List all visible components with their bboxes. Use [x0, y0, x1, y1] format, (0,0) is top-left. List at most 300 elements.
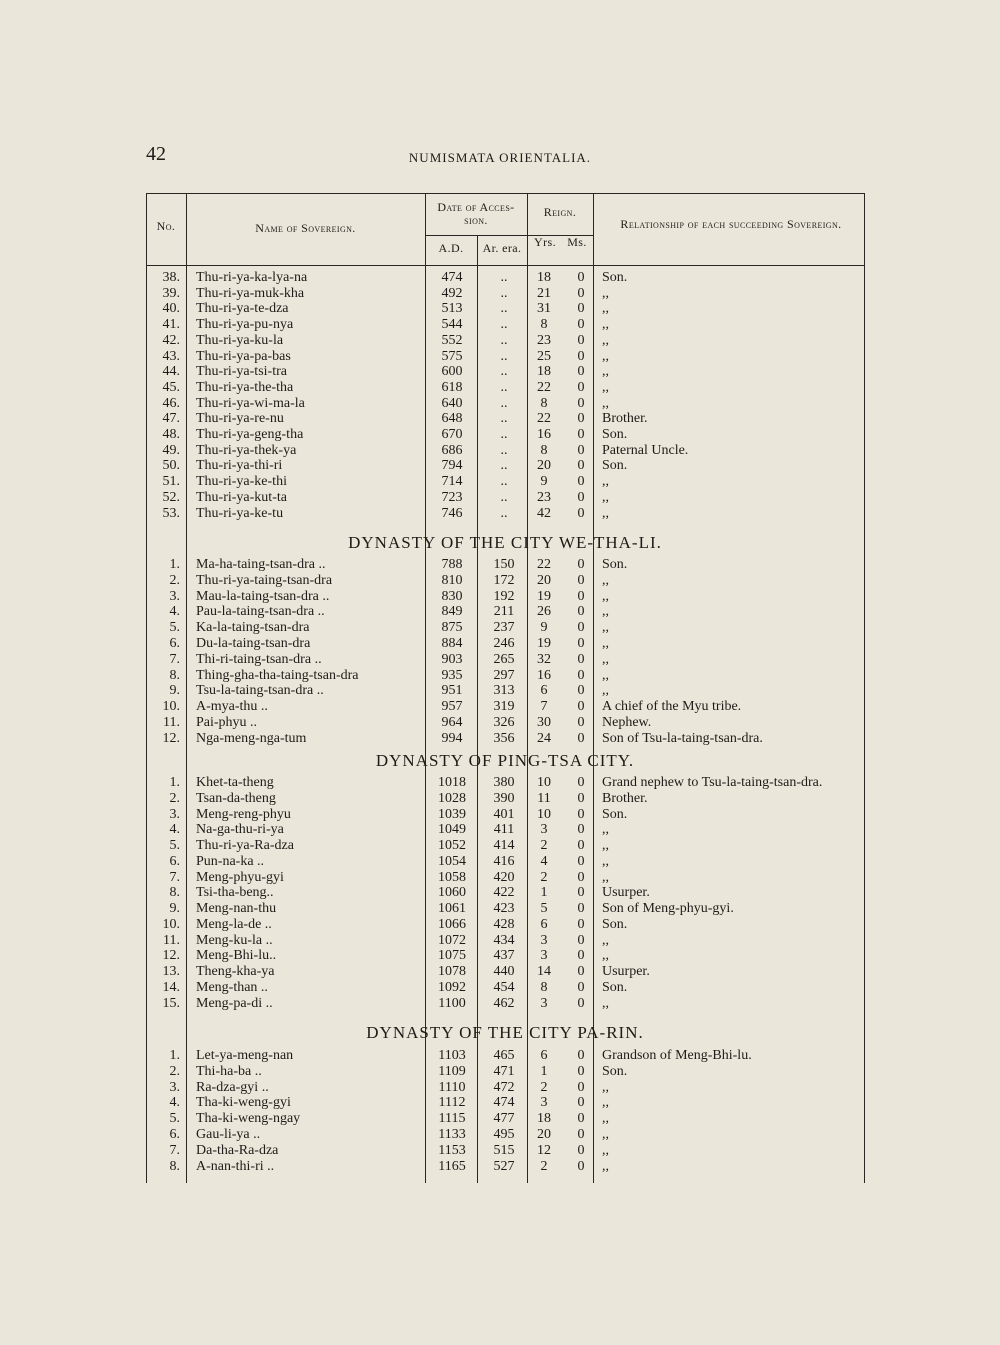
row-number: 4.: [169, 604, 180, 620]
relationship: ,,: [602, 317, 609, 333]
accession-ad: 1075: [438, 948, 466, 964]
row-number: 41.: [162, 317, 180, 333]
relationship: ,,: [602, 1079, 609, 1095]
sovereign-name: Meng-ku-la ..: [196, 932, 273, 948]
sovereign-name: Thu-ri-ya-ke-thi: [196, 474, 287, 490]
table-row: [146, 620, 864, 636]
relationship: ,,: [602, 822, 609, 838]
reign-months: 0: [577, 379, 585, 395]
table-row: [146, 333, 864, 349]
relationship: Paternal Uncle.: [602, 442, 689, 458]
sovereign-name: Thu-ri-ya-ke-tu: [196, 505, 284, 521]
reign-months: 0: [577, 932, 585, 948]
row-number: 14.: [162, 979, 180, 995]
accession-ar-era: 474: [493, 1095, 515, 1111]
accession-ar-era: ..: [500, 317, 508, 333]
table-row: [146, 443, 864, 459]
row-number: 45.: [162, 379, 180, 395]
accession-ad: 1052: [438, 838, 466, 853]
reign-years: 16: [537, 427, 551, 442]
table-row: [146, 668, 864, 684]
table-row: [146, 996, 864, 1012]
row-number: 6.: [169, 853, 180, 869]
row-number: 11.: [163, 932, 180, 948]
sovereign-name: Thu-ri-ya-ka-lya-na: [196, 270, 308, 285]
row-number: 42.: [162, 332, 180, 348]
relationship: ,,: [602, 1142, 609, 1158]
sovereign-name: Theng-kha-ya: [196, 964, 275, 979]
accession-ar-era: ..: [500, 442, 508, 458]
table-row: [146, 1127, 864, 1143]
relationship: Son of Tsu-la-taing-tsan-dra.: [602, 730, 763, 746]
row-number: 3.: [169, 806, 180, 822]
accession-ad: 492: [441, 285, 463, 301]
relationship: Son.: [602, 916, 628, 932]
accession-ad: 1049: [438, 822, 466, 838]
table-row: [146, 1080, 864, 1096]
sovereign-name: Tsi-tha-beng..: [196, 885, 274, 901]
relationship: A chief of the Myu tribe.: [602, 699, 742, 715]
accession-ar-era: 527: [493, 1158, 515, 1174]
table-row: [146, 1143, 864, 1159]
relationship: ,,: [602, 588, 609, 604]
reign-years: 2: [540, 1079, 548, 1095]
relationship: ,,: [602, 683, 609, 699]
accession-ad: 1018: [438, 775, 466, 790]
sovereign-name: Pai-phyu ..: [196, 715, 258, 730]
sovereign-name: Thu-ri-ya-tsi-tra: [196, 364, 287, 380]
table-row: [146, 636, 864, 652]
header-reign: Reign.: [543, 205, 577, 219]
accession-ar-era: 319: [493, 699, 515, 715]
accession-ar-era: 472: [493, 1079, 515, 1095]
sovereign-name: Meng-reng-phyu: [196, 806, 291, 822]
accession-ar-era: ..: [500, 348, 508, 364]
accession-ad: 1133: [438, 1127, 466, 1142]
row-number: 6.: [169, 1127, 180, 1142]
sovereign-name: Thu-ri-ya-thi-ri: [196, 458, 283, 474]
relationship: ,,: [602, 636, 609, 651]
table-row: [146, 885, 864, 901]
accession-ad: 513: [441, 301, 463, 317]
table-row: [146, 573, 864, 589]
reign-months: 0: [577, 979, 585, 995]
reign-months: 0: [577, 775, 585, 790]
table-row: [146, 1111, 864, 1127]
row-number: 13.: [162, 964, 180, 979]
reign-years: 2: [540, 838, 548, 853]
sovereign-name: A-nan-thi-ri ..: [196, 1158, 275, 1174]
relationship: ,,: [602, 395, 609, 411]
sovereign-name: Thu-ri-ya-ku-la: [196, 332, 284, 348]
accession-ad: 648: [441, 411, 463, 427]
accession-ar-era: ..: [500, 411, 508, 427]
accession-ad: 1109: [438, 1063, 466, 1079]
table-top-rule: [146, 193, 864, 194]
accession-ad: 670: [441, 427, 463, 442]
table-row: [146, 870, 864, 886]
accession-ad: 474: [441, 270, 463, 285]
accession-ad: 849: [441, 604, 463, 620]
accession-ar-era: 434: [493, 932, 515, 948]
row-number: 15.: [162, 995, 180, 1011]
relationship: ,,: [602, 364, 609, 380]
accession-ad: 600: [441, 364, 463, 380]
accession-ar-era: 356: [493, 730, 515, 746]
reign-years: 8: [540, 395, 548, 411]
reign-years: 11: [537, 790, 551, 806]
header-ar-era: Ar. era.: [482, 241, 522, 255]
reign-months: 0: [577, 588, 585, 604]
accession-ar-era: 454: [493, 979, 515, 995]
reign-months: 0: [577, 869, 585, 885]
reign-months: 0: [577, 1142, 585, 1158]
table-row: [146, 854, 864, 870]
sovereign-name: A-mya-thu ..: [196, 699, 268, 715]
sovereign-name: Thu-ri-ya-geng-tha: [196, 427, 304, 442]
table-row: [146, 683, 864, 699]
row-number: 50.: [162, 458, 180, 474]
sovereign-table: [146, 193, 864, 1183]
accession-ad: 903: [441, 651, 463, 667]
sovereign-name: Meng-Bhi-lu..: [196, 948, 277, 964]
reign-months: 0: [577, 348, 585, 364]
row-number: 7.: [169, 1142, 180, 1158]
reign-years: 10: [537, 806, 551, 822]
reign-years: 23: [537, 489, 551, 505]
sovereign-name: Let-ya-meng-nan: [196, 1048, 294, 1063]
sovereign-name: Thu-ri-ya-wi-ma-la: [196, 395, 305, 411]
sovereign-name: Da-tha-Ra-dza: [196, 1142, 279, 1158]
table-row: [146, 411, 864, 427]
reign-months: 0: [577, 489, 585, 505]
accession-ar-era: 440: [493, 964, 515, 979]
relationship: ,,: [602, 474, 609, 490]
sovereign-name: Thu-ri-ya-re-nu: [196, 411, 284, 427]
accession-ad: 935: [441, 667, 463, 683]
accession-ar-era: 411: [493, 822, 515, 838]
reign-years: 22: [537, 411, 551, 427]
accession-ar-era: ..: [500, 427, 508, 442]
table-row: [146, 807, 864, 823]
reign-years: 1: [540, 1063, 548, 1079]
reign-years: 1: [540, 885, 548, 901]
relationship: Nephew.: [602, 715, 652, 730]
row-number: 3.: [169, 588, 180, 604]
sovereign-name: Thu-ri-ya-pa-bas: [196, 348, 291, 364]
dynasty-title: DYNASTY OF PING-TSA CITY.: [375, 751, 635, 770]
reign-months: 0: [577, 604, 585, 620]
accession-ad: 964: [441, 715, 463, 730]
relationship: ,,: [602, 348, 609, 364]
reign-months: 0: [577, 285, 585, 301]
relationship: Son.: [602, 979, 628, 995]
accession-ad: 1028: [438, 790, 466, 806]
accession-ar-era: 495: [493, 1127, 515, 1142]
header-relationship: Relationship of each succeeding Sovereign.: [620, 217, 842, 231]
reign-years: 4: [540, 853, 548, 869]
row-number: 10.: [162, 699, 180, 715]
rule-right: [864, 193, 865, 1183]
header-date: Date of Acces-sion.: [437, 200, 515, 227]
reign-years: 8: [540, 317, 548, 333]
row-number: 12.: [162, 730, 180, 746]
accession-ar-era: 437: [493, 948, 515, 964]
relationship: Son.: [602, 557, 628, 572]
relationship: Brother.: [602, 411, 648, 427]
reign-months: 0: [577, 427, 585, 442]
table-row: [146, 699, 864, 715]
accession-ad: 830: [441, 588, 463, 604]
table-row: [146, 349, 864, 365]
relationship: ,,: [602, 572, 609, 588]
accession-ar-era: 477: [493, 1111, 515, 1127]
accession-ad: 1061: [438, 901, 466, 916]
reign-years: 5: [540, 901, 548, 916]
accession-ar-era: ..: [500, 285, 508, 301]
relationship: ,,: [602, 505, 609, 521]
sovereign-name: Ra-dza-gyi ..: [196, 1079, 269, 1095]
reign-years: 20: [537, 572, 551, 588]
reign-months: 0: [577, 885, 585, 901]
sovereign-name: Meng-than ..: [196, 979, 268, 995]
reign-months: 0: [577, 317, 585, 333]
relationship: Son of Meng-phyu-gyi.: [602, 901, 734, 916]
table-row: [146, 652, 864, 668]
row-number: 12.: [162, 948, 180, 964]
reign-months: 0: [577, 557, 585, 572]
sovereign-name: Meng-la-de ..: [196, 916, 272, 932]
row-number: 3.: [169, 1079, 180, 1095]
reign-months: 0: [577, 964, 585, 979]
sovereign-name: Thu-ri-ya-kut-ta: [196, 489, 287, 505]
reign-years: 31: [537, 301, 551, 317]
table-row: [146, 557, 864, 573]
row-number: 4.: [169, 822, 180, 838]
reign-months: 0: [577, 699, 585, 715]
table-row: [146, 775, 864, 791]
date-subheader-rule: [425, 235, 527, 236]
accession-ar-era: ..: [500, 332, 508, 348]
accession-ar-era: 380: [493, 775, 515, 790]
reign-years: 6: [540, 1048, 548, 1063]
row-number: 8.: [169, 885, 180, 901]
reign-months: 0: [577, 901, 585, 916]
row-number: 1.: [169, 1048, 180, 1063]
table-row: [146, 1095, 864, 1111]
row-number: 6.: [169, 636, 180, 651]
accession-ar-era: ..: [500, 458, 508, 474]
accession-ad: 1103: [438, 1048, 466, 1063]
relationship: Son.: [602, 806, 628, 822]
relationship: ,,: [602, 995, 609, 1011]
sovereign-name: Thu-ri-ya-pu-nya: [196, 317, 294, 333]
accession-ar-era: 471: [493, 1063, 515, 1079]
relationship: Brother.: [602, 790, 648, 806]
accession-ar-era: 420: [493, 869, 515, 885]
table-row: [146, 1064, 864, 1080]
accession-ad: 544: [441, 317, 463, 333]
sovereign-name: Thi-ri-taing-tsan-dra ..: [196, 651, 322, 667]
table-row: [146, 964, 864, 980]
reign-months: 0: [577, 838, 585, 853]
reign-years: 10: [537, 775, 551, 790]
accession-ar-era: ..: [500, 379, 508, 395]
row-number: 7.: [169, 651, 180, 667]
accession-ad: 1066: [438, 916, 466, 932]
row-number: 10.: [162, 916, 180, 932]
reign-months: 0: [577, 270, 585, 285]
accession-ar-era: 297: [493, 667, 515, 683]
sovereign-name: Tsan-da-theng: [196, 790, 276, 806]
relationship: ,,: [602, 489, 609, 505]
accession-ar-era: 416: [493, 853, 515, 869]
accession-ad: 1110: [438, 1079, 466, 1095]
accession-ar-era: ..: [500, 301, 508, 317]
row-number: 48.: [162, 427, 180, 442]
reign-years: 20: [537, 1127, 551, 1142]
accession-ar-era: 265: [493, 651, 515, 667]
sovereign-name: Tsu-la-taing-tsan-dra ..: [196, 683, 324, 699]
table-row: [146, 506, 864, 522]
reign-years: 2: [540, 1158, 548, 1174]
relationship: ,,: [602, 1158, 609, 1174]
table-row: [146, 490, 864, 506]
relationship: ,,: [602, 1111, 609, 1127]
reign-years: 8: [540, 979, 548, 995]
accession-ar-era: 313: [493, 683, 515, 699]
reign-years: 12: [537, 1142, 551, 1158]
relationship: Son.: [602, 1063, 628, 1079]
accession-ar-era: ..: [500, 505, 508, 521]
reign-years: 3: [540, 932, 548, 948]
table-row: [146, 933, 864, 949]
accession-ar-era: ..: [500, 474, 508, 490]
sovereign-name: Nga-meng-nga-tum: [196, 730, 307, 746]
table-row: [146, 791, 864, 807]
sovereign-name: Ka-la-taing-tsan-dra: [196, 620, 310, 636]
sovereign-name: Thu-ri-ya-te-dza: [196, 301, 289, 317]
reign-months: 0: [577, 730, 585, 746]
relationship: ,,: [602, 1095, 609, 1111]
relationship: Usurper.: [602, 964, 650, 979]
reign-years: 3: [540, 1095, 548, 1111]
header-ms: Ms.: [567, 235, 587, 249]
reign-months: 0: [577, 683, 585, 699]
row-number: 43.: [162, 348, 180, 364]
row-number: 5.: [169, 1111, 180, 1127]
reign-months: 0: [577, 301, 585, 317]
sovereign-name: Thu-ri-ya-taing-tsan-dra: [196, 572, 333, 588]
relationship: ,,: [602, 620, 609, 636]
header-ad: A.D.: [438, 241, 464, 255]
reign-years: 26: [537, 604, 551, 620]
reign-years: 7: [540, 699, 548, 715]
reign-months: 0: [577, 395, 585, 411]
reign-years: 42: [537, 505, 551, 521]
row-number: 1.: [169, 557, 180, 572]
row-number: 51.: [162, 474, 180, 490]
row-number: 1.: [169, 775, 180, 790]
reign-months: 0: [577, 822, 585, 838]
reign-months: 0: [577, 332, 585, 348]
table-row: [146, 822, 864, 838]
reign-years: 3: [540, 822, 548, 838]
reign-months: 0: [577, 651, 585, 667]
sovereign-name: Du-la-taing-tsan-dra: [196, 636, 311, 651]
reign-years: 22: [537, 557, 551, 572]
row-number: 40.: [162, 301, 180, 317]
reign-months: 0: [577, 1079, 585, 1095]
accession-ad: 1165: [438, 1158, 466, 1174]
relationship: Son.: [602, 270, 628, 285]
accession-ad: 994: [441, 730, 463, 746]
table-row: [146, 901, 864, 917]
sovereign-name: Tha-ki-weng-ngay: [196, 1111, 301, 1127]
sovereign-name: Thu-ri-ya-thek-ya: [196, 442, 297, 458]
accession-ar-era: 515: [493, 1142, 515, 1158]
running-title: NUMISMATA ORIENTALIA.: [408, 150, 592, 165]
accession-ar-era: 211: [493, 604, 515, 620]
table-row: [146, 380, 864, 396]
accession-ar-era: ..: [500, 395, 508, 411]
reign-years: 18: [537, 270, 551, 285]
sovereign-name: Gau-li-ya ..: [196, 1127, 261, 1142]
row-number: 39.: [162, 285, 180, 301]
relationship: ,,: [602, 651, 609, 667]
accession-ad: 746: [441, 505, 463, 521]
sovereign-name: Mau-la-taing-tsan-dra ..: [196, 588, 330, 604]
row-number: 44.: [162, 364, 180, 380]
reign-years: 3: [540, 948, 548, 964]
row-number: 11.: [163, 715, 180, 730]
relationship: ,,: [602, 948, 609, 964]
sovereign-name: Thi-ha-ba ..: [196, 1063, 262, 1079]
table-row: [146, 589, 864, 605]
accession-ad: 552: [441, 332, 463, 348]
accession-ad: 1153: [438, 1142, 466, 1158]
reign-years: 22: [537, 379, 551, 395]
relationship: Son.: [602, 458, 628, 474]
accession-ar-era: 428: [493, 916, 515, 932]
sovereign-name: Thu-ri-ya-Ra-dza: [196, 838, 294, 853]
accession-ad: 1054: [438, 853, 466, 869]
sovereign-name: Pun-na-ka ..: [196, 853, 265, 869]
reign-years: 6: [540, 916, 548, 932]
accession-ad: 1039: [438, 806, 466, 822]
row-number: 47.: [162, 411, 180, 427]
table-row: [146, 474, 864, 490]
relationship: ,,: [602, 869, 609, 885]
accession-ad: 1058: [438, 869, 466, 885]
dynasty-title: DYNASTY OF THE CITY WE-THA-LI.: [348, 533, 662, 552]
accession-ar-era: 237: [493, 620, 515, 636]
accession-ar-era: 414: [493, 838, 515, 853]
table-row: [146, 1048, 864, 1064]
accession-ar-era: 462: [493, 995, 515, 1011]
reign-years: 24: [537, 730, 551, 746]
row-number: 8.: [169, 667, 180, 683]
sovereign-name: Meng-phyu-gyi: [196, 869, 284, 885]
reign-years: 8: [540, 442, 548, 458]
accession-ad: 714: [441, 474, 463, 490]
row-number: 53.: [162, 505, 180, 521]
reign-months: 0: [577, 505, 585, 521]
reign-months: 0: [577, 1111, 585, 1127]
page-number: 42: [146, 143, 166, 165]
reign-months: 0: [577, 667, 585, 683]
relationship: Grand nephew to Tsu-la-taing-tsan-dra.: [602, 775, 823, 790]
